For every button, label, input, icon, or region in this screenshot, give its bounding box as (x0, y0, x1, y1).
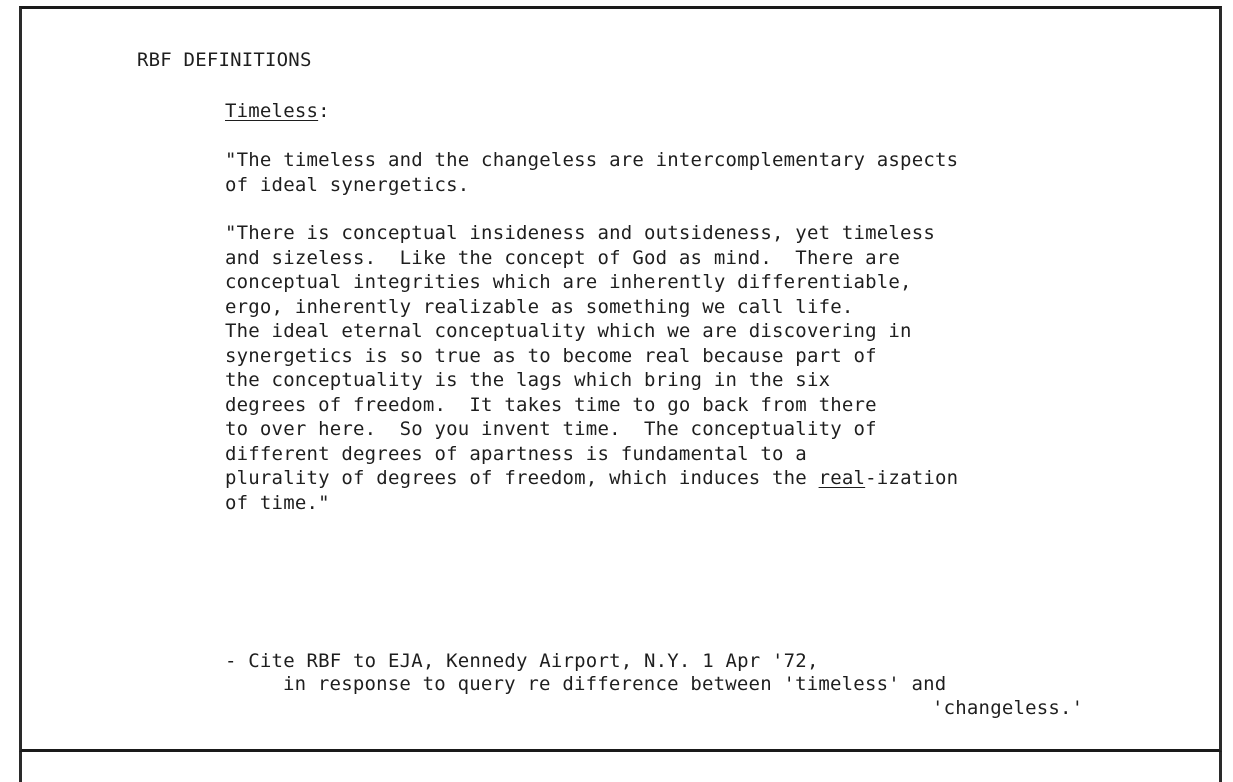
paragraph-1-line: "The timeless and the changeless are intercomplementary aspects (225, 149, 959, 171)
paragraph-2-line: degrees of freedom. It takes time to go back from there (225, 393, 877, 416)
paragraph-2-line-text: plurality of degrees of freedom, which induces the (225, 467, 819, 489)
paragraph-2 (225, 221, 958, 515)
term-title: Timeless (225, 100, 319, 122)
citation-line: - Cite RBF to EJA, Kennedy Airport, N.Y. 1 Apr '72, (225, 650, 819, 672)
paragraph-2-line: different degrees of apartness is fundamental to a (225, 442, 807, 465)
paragraph-2-line: conceptual integrities which are inherently differentiable, (225, 271, 912, 293)
paragraph-2-line-text: -ization (865, 467, 959, 489)
paragraph-2-line: "There is conceptual insideness and outsideness, yet timeless (225, 222, 935, 244)
paragraph-2-line: ergo, inherently realizable as something we call life. (225, 295, 854, 318)
next-card-edge (19, 752, 1222, 782)
paragraph-2-line: and sizeless. Like the concept of God as mind. There are (225, 246, 901, 269)
paragraph-2-line: synergetics is so true as to become real because part of (225, 344, 877, 367)
citation-line: in response to query re difference between 'timeless' and (283, 673, 947, 695)
paragraph-2-line (225, 466, 958, 491)
paragraph-2-line: The ideal eternal conceptuality which we are discovering in (225, 320, 912, 342)
paragraph-1 (225, 148, 958, 197)
paragraph-2-line: of time." (225, 491, 330, 514)
term-heading (225, 99, 330, 124)
paragraph-2-line: to over here. So you invent time. The conceptuality of (225, 418, 877, 440)
citation-line: 'changeless.' (932, 697, 1084, 719)
term-colon: : (318, 100, 330, 122)
paragraph-1-line: of ideal synergetics. (225, 173, 470, 196)
paragraph-2-line: the conceptuality is the lags which bring in the six (225, 369, 831, 391)
document-header: RBF DEFINITIONS (137, 49, 312, 71)
underlined-word: real (818, 467, 866, 489)
